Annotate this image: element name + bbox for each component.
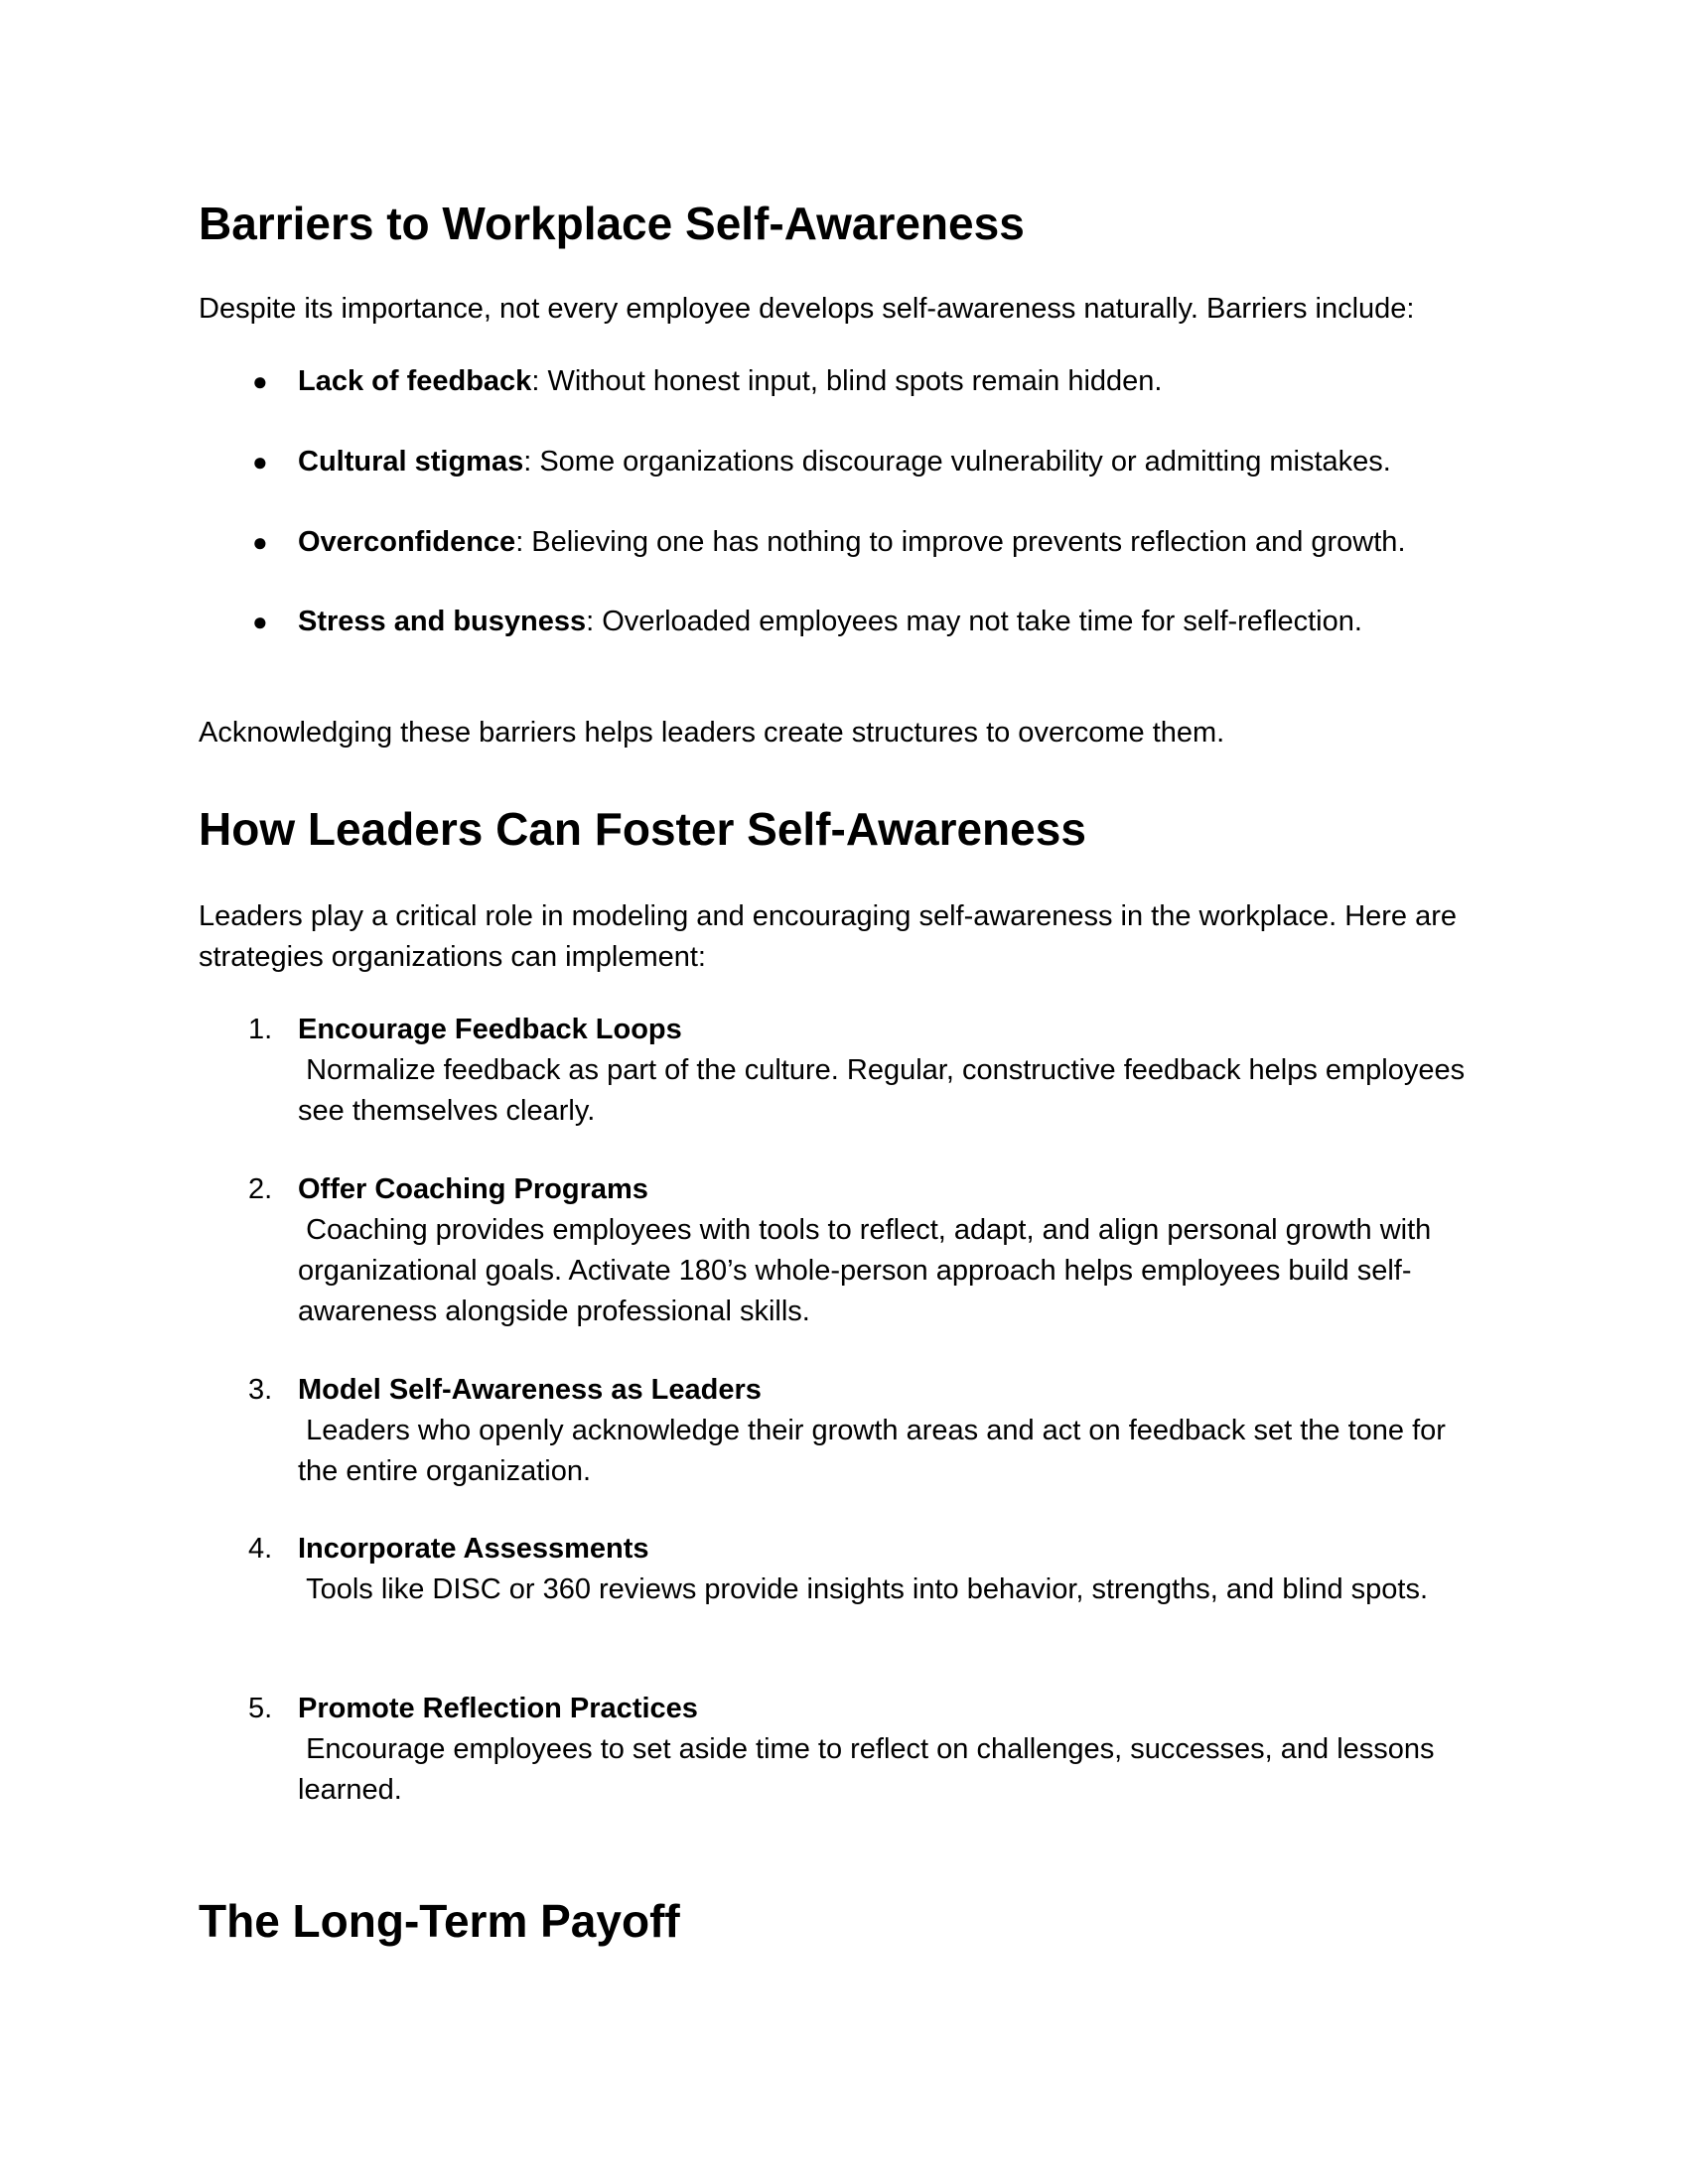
bullet-dot-icon: ● — [252, 447, 268, 477]
list-number: 1. — [248, 1014, 273, 1045]
list-item-desc: Tools like DISC or 360 reviews provide insights into behavior, strengths, and blind spots. — [298, 1573, 1429, 1605]
bullet-text: : Some organizations discourage vulnerability or admitting mistakes. — [523, 446, 1391, 478]
list-number: 2. — [248, 1173, 273, 1205]
list-item-desc: Normalize feedback as part of the culture. Regular, constructive feedback helps employees see themselves clearly. — [298, 1054, 1474, 1127]
list-number: 5. — [248, 1693, 273, 1724]
list-item-title: Model Self-Awareness as Leaders — [298, 1374, 762, 1406]
list-item-desc: Leaders who openly acknowledge their growth areas and act on feedback set the tone for the entire organization. — [298, 1415, 1454, 1487]
list-item-desc: Encourage employees to set aside time to reflect on challenges, successes, and lessons learned. — [298, 1733, 1443, 1806]
bullet-item — [199, 522, 1499, 563]
bullet-text: : Overloaded employees may not take time for self-reflection. — [586, 606, 1362, 637]
heading-barriers: Barriers to Workplace Self-Awareness — [199, 198, 1025, 249]
bullet-term: Stress and busyness — [298, 606, 587, 637]
foster-intro: Leaders play a critical role in modeling and encouraging self-awareness in the workplace. Here are strategies organizations can implement: — [199, 900, 1458, 973]
bullet-text: : Believing one has nothing to improve prevents reflection and growth. — [515, 526, 1406, 558]
barriers-closing: Acknowledging these barriers helps leaders create structures to overcome them. — [199, 717, 1225, 749]
bullet-dot-icon: ● — [252, 527, 268, 557]
list-number: 4. — [248, 1533, 273, 1565]
list-item-title: Promote Reflection Practices — [298, 1693, 698, 1724]
barriers-intro: Despite its importance, not every employee develops self-awareness naturally. Barriers include: — [199, 293, 1415, 325]
bullet-item — [199, 442, 1499, 482]
bullet-item — [199, 361, 1499, 402]
list-item-desc: Coaching provides employees with tools to reflect, adapt, and align personal growth with organizational goals. Activate 180’s whole-person approach helps employees build self-awareness alongside professional skills. — [298, 1214, 1440, 1327]
bullet-dot-icon: ● — [252, 366, 268, 396]
bullet-item — [199, 602, 1499, 642]
bullet-text: : Without honest input, blind spots remain hidden. — [531, 365, 1163, 397]
bullet-term: Cultural stigmas — [298, 446, 524, 478]
bullet-term: Overconfidence — [298, 526, 516, 558]
list-number: 3. — [248, 1374, 273, 1406]
list-item-title: Offer Coaching Programs — [298, 1173, 648, 1205]
bullet-term: Lack of feedback — [298, 365, 532, 397]
list-item-title: Encourage Feedback Loops — [298, 1014, 682, 1045]
heading-payoff: The Long-Term Payoff — [199, 1895, 680, 1947]
heading-foster: How Leaders Can Foster Self-Awareness — [199, 803, 1086, 855]
list-item-title: Incorporate Assessments — [298, 1533, 649, 1565]
bullet-dot-icon: ● — [252, 607, 268, 636]
